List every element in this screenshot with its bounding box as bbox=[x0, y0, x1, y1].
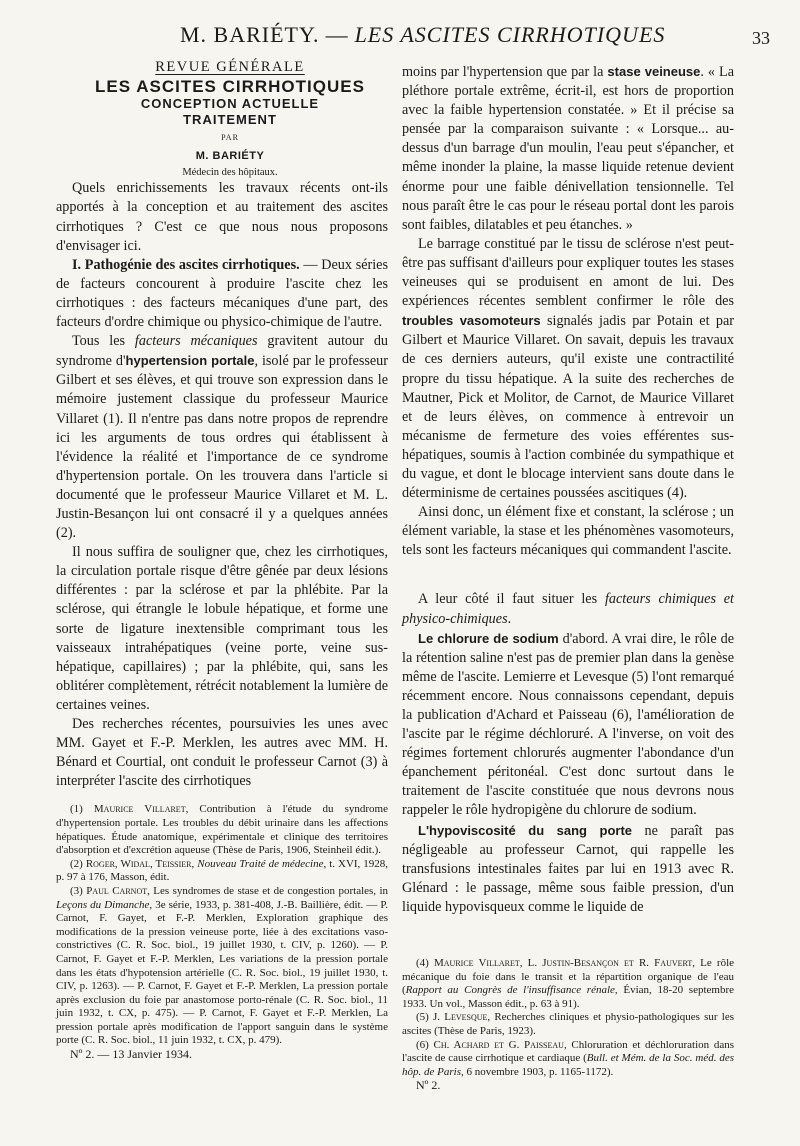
text-run: signalés jadis par Potain et par Gilbert et Maurice Villaret. On savait, depuis les travaux de ces derniers auteurs, qu'il existe une contractilité propre du tissu hépatique. A la suite des recherches de Mautner, Pick et Molitor, de Carnot, de Maurice Villaret et de leurs élèves, on commence à entrevoir un mécanisme de fermeture des voies efférentes sus-hépatiques, soumis à l'action combinée du sympathique et du vague, et dont le blocage intervient sans doute dans le déterminisme de certaines poussées ascitiques (4). bbox=[402, 313, 734, 502]
bold-term: stase veineuse bbox=[607, 64, 701, 79]
italic-run: facteurs mécaniques bbox=[134, 333, 258, 350]
text-run: d'abord. A vrai dire, le rôle de la rétention saline n'est pas de premier plan dans la genèse même de l'ascite. Lemierre et Levesque (5) l'ont remarqué récemment encore. Nous connaissons cependant, depuis la publication d'Achard et Paisseau (6), l'amélioration de l'ascite par le régime déchloruré. A l'inverse, on voit des régimes fortement chlorurés augmenter l'abondance d'un épanchement péritonéal. C'est donc surtout dans le traitement de l'ascite constituée que nous devrons nous rappeler le rôle hydropigène du chlorure de sodium. bbox=[402, 630, 734, 819]
note-italic: Leçons du Dimanche bbox=[56, 898, 150, 911]
note-number: (4) bbox=[416, 957, 434, 970]
footnotes-left bbox=[56, 803, 388, 1061]
text-run: Tous les bbox=[72, 333, 135, 350]
footnote-5 bbox=[402, 1011, 734, 1038]
note-text: , Chloruration et déchloruration dans l'ascite de cause cirrhotique et cardiaque ( bbox=[402, 1038, 734, 1065]
footnote-3 bbox=[56, 885, 388, 1048]
note-author: Roger, Widal, Teissier bbox=[85, 857, 192, 870]
note-number: (2) bbox=[70, 857, 86, 870]
text-run: moins par l'hypertension que par la bbox=[402, 64, 608, 80]
paragraph-mechanical bbox=[56, 332, 388, 543]
author-affiliation: Médecin des hôpitaux. bbox=[182, 167, 278, 179]
note-number: (5) bbox=[416, 1011, 434, 1024]
note-text: , Évian, 18-20 septembre 1933. Un vol., Masson édit., p. 63 à 91). bbox=[402, 984, 734, 1010]
section-1-text: — Deux séries de facteurs concourent à produire l'ascite chez les cirrhotiques : des facteurs mécaniques d'une part, des facteurs d'ordre chimique ou physico-chimique de l'autre. bbox=[56, 256, 388, 331]
footnote-4 bbox=[402, 957, 734, 1011]
running-header bbox=[40, 22, 770, 54]
note-text: , Les syndromes de stase et de congestion portales, in bbox=[147, 884, 389, 897]
note-text: , Recherches cliniques et physio-pathologiques sur les ascites (Thèse de Paris, 1923). bbox=[402, 1011, 734, 1037]
note-text: , 3e série, 1933, p. 381-408, J.-B. Baillière, édit. — P. Carnot, F. Gayet, et F.-P. Merklen, Exploration graphique des modifications de la pression veineuse porte, liée à des excitations vaso-constrictives (C. R. Soc. biol., 19 juillet 1930, t. CIV, p. 1260). — P. Carnot, F. Gayet et F.-P. Merklen, Les variations de la pression portale dans les états d'hypotension artérielle (C. R. Soc. biol., 19 juillet 1930, t. CIV, p. 1263). — P. Carnot, F. Gayet et F.-P. Merklen, La pression portale après exclusion du foie par anastomose porto-rénale (C. R. Soc. biol., 11 juin 1932, t. CX, p. 475). — P. Carnot, F. Gayet et F.-P. Merklen, La pression portale après modification de l'apport sanguin dans le système porte (C. R. Soc. biol., 11 juin 1932, t. CX, p. 479). bbox=[56, 898, 388, 1047]
section-label: REVUE GÉNÉRALE bbox=[155, 59, 305, 75]
note-author: Paul Carnot bbox=[86, 884, 148, 897]
note-italic: Nouveau Traité de médecine bbox=[197, 857, 324, 870]
page-number: 33 bbox=[752, 28, 770, 48]
right-column bbox=[402, 62, 734, 1093]
note-italic: Rapport au Congrès de l'insuffisance rénale bbox=[405, 984, 615, 997]
header-separator: — bbox=[325, 22, 349, 47]
text-run: gravitent autour du syndrome d' bbox=[56, 333, 389, 370]
footnote-6 bbox=[402, 1039, 734, 1080]
note-author: J. Levesque bbox=[433, 1011, 488, 1024]
note-text: , t. XVI, 1928, p. 97 à 176, Masson, édit. bbox=[56, 857, 389, 884]
byline-par: PAR bbox=[221, 133, 239, 143]
note-text: , bbox=[191, 857, 198, 870]
article-subtitle-2: TRAITEMENT bbox=[183, 112, 277, 128]
note-author: Ch. Achard et G. Paisseau bbox=[433, 1038, 564, 1051]
text-run: Le barrage constitué par le tissu de sclérose n'est peut-être pas suffisant d'ailleurs pour expliquer toutes les stases veineuses qui se produisent en amont de lui. Des expériences récentes semblent confirmer le rôle des bbox=[402, 235, 734, 310]
paragraph-chemical bbox=[402, 590, 734, 628]
note-italic: Bull. et Mém. de la Soc. méd. des hôp. de Paris bbox=[402, 1052, 735, 1078]
bold-term: troubles vasomoteurs bbox=[402, 313, 541, 329]
footnotes-right bbox=[402, 957, 734, 1093]
text-run: . « La pléthore portale extrême, écrit-il, est hors de proportion avec la faible hypertension constatée. » Et il précise sa pensée par la comparaison suivante : « Lorsque... au-dessus d'un barrage d'un moulin, l'eau peut s'épancher, et même inonder la plaine, la masse liquide retenue devient énorme pour une faible dénivellation tensionnelle. Tel nous paraît être le cas pour le réseau portal dont les parois sont faibles, dilatables et peu étanches. » bbox=[402, 64, 734, 233]
paragraph-summary: Ainsi donc, un élément fixe et constant, la sclérose ; un élément variable, la stase et les phénomènes vasomoteurs, tels sont les facteurs mécaniques qui commandent l'ascite. bbox=[402, 504, 734, 559]
paragraph-sclerosis: Il nous suffira de souligner que, chez les cirrhotiques, la circulation portale risque d'être gênée par deux lésions différentes : par la sclérose et par la phlébite. Par la sclérose, qui étrangle le lobule hépatique, et forme une sorte de ligature inextensible comprimant tous les vaisseaux intrahépatiques (veine porte, veine sus-hépatique, capillaires) ; par la phlébite, qui, sans les oblitérer complètement, rétrécit notablement la lumière de certaines veines. bbox=[56, 544, 388, 713]
text-run: ne paraît pas négligeable au professeur Carnot, qui rappelle les transfusions intestinales faites par lui en 1913 avec R. Glénard : le passage, même sous faible pression, d'un liquide hypovisqueux comme le liquide de bbox=[402, 822, 734, 915]
paragraph-hypoviscosity bbox=[402, 821, 734, 917]
spacer bbox=[402, 560, 734, 590]
bold-term: hypertension portale bbox=[125, 353, 255, 369]
running-title bbox=[180, 22, 700, 48]
note-number: (1) bbox=[70, 803, 94, 816]
paragraph-recent-research: Des recherches récentes, poursuivies les unes avec MM. Gayet et F.-P. Merklen, les autres avec MM. H. Bénard et Courtial, ont conduit le professeur Carnot (3) à interpréter l'ascite des cirrhotiques bbox=[56, 716, 388, 790]
bold-term: L'hypoviscosité du sang porte bbox=[418, 822, 633, 838]
text-run: A leur côté il faut situer les bbox=[418, 591, 605, 608]
header-author: M. BARIÉTY. bbox=[180, 22, 320, 47]
note-number: (6) bbox=[416, 1038, 434, 1051]
paragraph-vasomotor bbox=[402, 235, 734, 503]
note-text: , Contribution à l'étude du syndrome d'hypertension portale. Les troubles du débit urinaire dans les affections hépatiques. Étude anatomique, expérimentale et clinique des territoires d'absorption et d'excrétion aqueuse (Thèse de Paris, 1906, Steinheil édit.). bbox=[56, 803, 388, 857]
section-1-heading: I. Pathogénie des ascites cirrhotiques. bbox=[72, 256, 300, 273]
paragraph-sodium bbox=[402, 629, 734, 821]
article-title: LES ASCITES CIRRHOTIQUES bbox=[95, 77, 365, 97]
article-author: M. BARIÉTY bbox=[195, 150, 265, 163]
paragraph-stase bbox=[402, 62, 734, 235]
note-author: Maurice Villaret, L. Justin-Besançon et R. Fauvert bbox=[433, 957, 693, 970]
left-column bbox=[56, 58, 388, 1062]
note-author: Maurice Villaret bbox=[93, 803, 186, 816]
article-subtitle-1: CONCEPTION ACTUELLE bbox=[140, 96, 320, 112]
note-text: , Le rôle mécanique du foie dans le transit et la répartition organique de l'eau ( bbox=[402, 957, 735, 997]
intro-paragraph: Quels enrichissements les travaux récents ont-ils apportés à la conception et au traitement des ascites cirrhotiques ? C'est ce que nous nous proposons d'envisager ici. bbox=[56, 180, 388, 254]
section-1-paragraph bbox=[56, 256, 388, 332]
italic-run: facteurs chimiques et physico-chimiques bbox=[402, 591, 734, 627]
bold-term: Le chlorure de sodium bbox=[418, 630, 559, 646]
issue-footer-right: Nº 2. bbox=[416, 1078, 441, 1093]
footnote-2 bbox=[56, 858, 388, 885]
note-number: (3) bbox=[70, 884, 87, 897]
text-run: . bbox=[507, 610, 512, 627]
text-run: , isolé par le professeur Gilbert et ses élèves, et qui trouve son expression dans le mémoire justement classique du professeur Maurice Villaret (1). Il n'entre pas dans notre propos de reprendre ici les arguments de tous ordres qui établissent à l'évidence la réalité et l'importance de ce syndrome d'hypertension portale. On les trouvera dans l'article si documenté que le professeur Maurice Villaret et M. L. Justin-Besançon lui ont consacré il y a quelques années (2). bbox=[56, 353, 388, 542]
footnote-1 bbox=[56, 803, 388, 857]
header-title: LES ASCITES CIRRHOTIQUES bbox=[354, 22, 666, 47]
issue-footer-left: Nº 2. — 13 Janvier 1934. bbox=[70, 1047, 193, 1062]
note-text: , 6 novembre 1903, p. 1165-1172). bbox=[460, 1065, 614, 1078]
